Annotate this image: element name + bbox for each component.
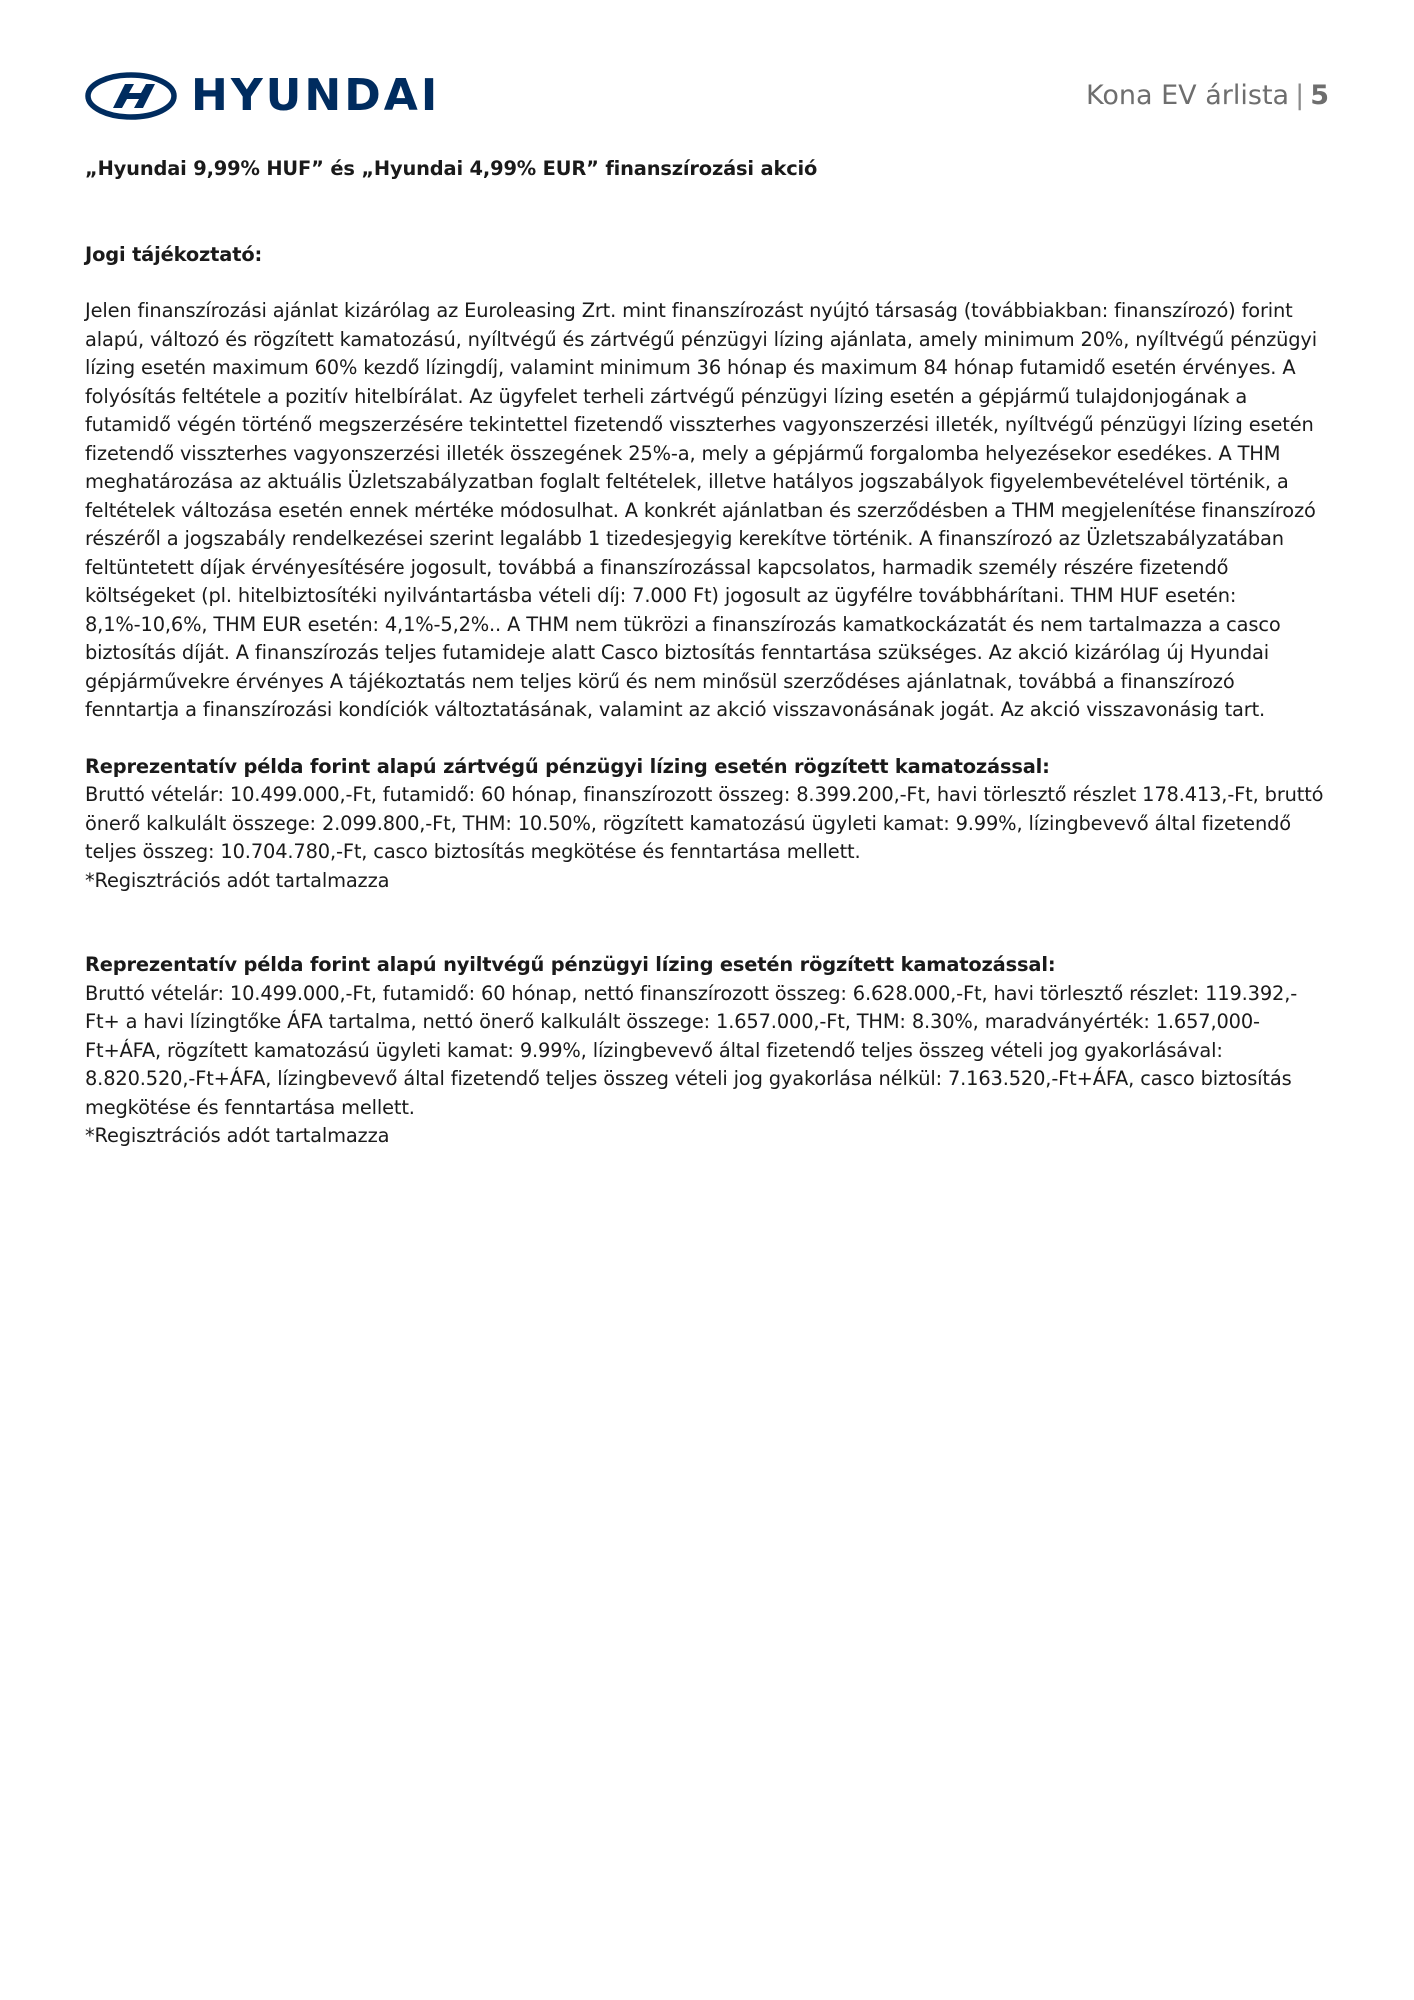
document-body bbox=[85, 155, 1330, 1179]
example-open-end-lease bbox=[85, 951, 1330, 1151]
page-header bbox=[85, 72, 1329, 128]
page-number: 5 bbox=[1310, 80, 1329, 111]
legal-text: Jelen finanszírozási ajánlat kizárólag az Euroleasing Zrt. mint finanszírozást nyújtó társaság (továbbiakban: finanszírozó) forint alapú, változó és rögzített kamatozású, nyíltvégű és zártvégű pénzügyi lízing ajánlata, amely minimum 20%, nyíltvégű pénzügyi lízing esetén maximum 60% kezdő lízingdíj, valamint minimum 36 hónap és maximum 84 hónap futamidő esetén érvényes. A folyósítás feltétele a pozitív hitelbírálat. Az ügyfelet terheli zártvégű pénzügyi lízing esetén a gépjármű tulajdonjogának a futamidő végén történő megszerzésére tekintettel fizetendő visszterhes vagyonszerzési illeték, nyíltvégű pénzügyi lízing esetén fizetendő visszterhes vagyonszerzési illeték összegének 25%-a, mely a gépjármű forgalomba helyezésekor esedékes. A THM meghatározása az aktuális Üzletszabályzatban foglalt feltételek, illetve hatályos jogszabályok figyelembevételével történik, a feltételek változása esetén ennek mértéke módosulhat. A konkrét ajánlatban és szerződésben a THM megjelenítése finanszírozó részéről a jogszabály rendelkezései szerint legalább 1 tizedesjegyig kerekítve történik. A finanszírozó az Üzletszabályzatában feltüntetett díjak érvényesítésére jogosult, továbbá a finanszírozással kapcsolatos, harmadik személy részére fizetendő költségeket (pl. hitelbiztosítéki nyilvántartásba vételi díj: 7.000 Ft) jogosult az ügyfélre továbbhárítani. THM HUF esetén: 8,1%-10,6%, THM EUR esetén: 4,1%-5,2%.. A THM nem tükrözi a finanszírozás kamatkockázatát és nem tartalmazza a casco biztosítás díját. A finanszírozás teljes futamideje alatt Casco biztosítás fenntartása szükséges. Az akció kizárólag új Hyundai gépjárművekre érvényes A tájékoztatás nem teljes körű és nem minősül szerződéses ajánlatnak, továbbá a finanszírozó fenntartja a finanszírozási kondíciók változtatásának, valamint az akció visszavonásának jogát. Az akció visszavonásig tart. bbox=[85, 299, 1317, 721]
example-note: *Regisztrációs adót tartalmazza bbox=[85, 1124, 390, 1147]
brand-wordmark: HYUNDAI bbox=[191, 70, 441, 121]
example-closed-end-lease bbox=[85, 753, 1330, 896]
legal-heading: Jogi tájékoztató: bbox=[85, 242, 263, 266]
example-text: Bruttó vételár: 10.499.000,-Ft, futamidő: 60 hónap, finanszírozott összeg: 8.399.200,-Ft, havi törlesztő részlet 178.413,-Ft, bruttó önerő kalkulált összege: 2.099.800,-Ft, THM: 10.50%, rögzített kamatozású ügyleti kamat: 9.99%, lízingbevevő által fizetendő teljes összeg: 10.704.780,-Ft, casco biztosítás megkötése és fenntartása mellett. bbox=[85, 783, 1324, 863]
doc-title-text: Kona EV árlista bbox=[1086, 80, 1290, 111]
title-separator: | bbox=[1295, 80, 1305, 111]
example-heading: Reprezentatív példa forint alapú zártvégű pénzügyi lízing esetén rögzített kamatozással: bbox=[85, 754, 1050, 778]
example-heading: Reprezentatív példa forint alapú nyiltvégű pénzügyi lízing esetén rögzített kamatozással: bbox=[85, 953, 1056, 976]
example-note: *Regisztrációs adót tartalmazza bbox=[85, 868, 390, 892]
example-text: Bruttó vételár: 10.499.000,-Ft, futamidő: 60 hónap, nettó finanszírozott összeg: 6.628.000,-Ft, havi törlesztő részlet: 119.392,-Ft+ a havi lízingtőke ÁFA tartalma, nettó önerő kalkulált összege: 1.657.000,-Ft, THM: 8.30%, maradványérték: 1.657,000-Ft+ÁFA, rögzített kamatozású ügyleti kamat: 9.99%, lízingbevevő által fizetendő teljes összeg vételi jog gyakorlásával: 8.820.520,-Ft+ÁFA, lízingbevevő által fizetendő teljes összeg vételi jog gyakorlása nélkül: 7.163.520,-Ft+ÁFA, casco biztosítás megkötése és fenntartása mellett. bbox=[85, 981, 1298, 1119]
hyundai-emblem-icon bbox=[85, 72, 177, 120]
document-title bbox=[1086, 80, 1329, 111]
hyundai-logo bbox=[85, 72, 440, 120]
promotion-heading: „Hyundai 9,99% HUF” és „Hyundai 4,99% EUR” finanszírozási akció bbox=[85, 157, 818, 180]
